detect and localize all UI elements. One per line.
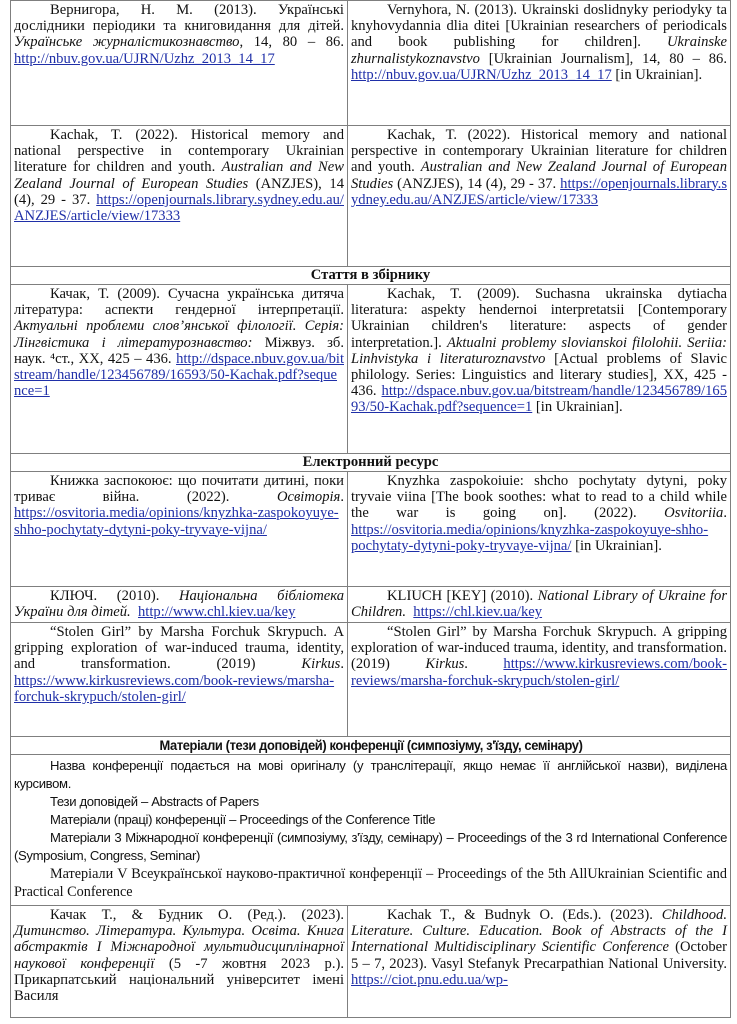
reference-text: Міжвуз. зб. наук. ⁴ст., XX, 425 – 436.: [14, 334, 344, 367]
reference-text: Kachak T., & Budnyk O. (Eds.). (2023).: [387, 907, 662, 923]
reference-text: Vernyhora, N. (2013). Ukrainski doslidnyky periodyky ta knyhovydannia dlia ditei [Ukrainian researchers of periodicals and book publishing for children].: [351, 2, 727, 51]
reference-link[interactable]: http://nbuv.gov.ua/UJRN/Uzhz_2013_14_17: [351, 66, 612, 83]
reference-text: (ANZJES), 14 (4), 29 - 37.: [14, 175, 344, 208]
reference-transliterated: [348, 285, 731, 454]
journal-title: Дитинство. Література. Культура. Освіта. Книга абстрактів І Міжнародної мультидисциплінарної наукової конференції: [14, 923, 344, 972]
section-header-row: [11, 267, 731, 285]
reference-transliterated: [348, 1, 731, 126]
reference-text: Вернигора, Н. М. (2013). Українські дослідники періодики та книговидання для дітей.: [14, 2, 344, 35]
conference-note: Матеріали V Всеукраїнської науково-практичної конференції – Proceedings of the 5th AllUkrainian Scientific and Practical Conference: [14, 866, 727, 900]
language-note: [in Ukrainian].: [532, 399, 623, 416]
section-header-row: [11, 737, 731, 755]
journal-title: Australian and New Zealand Journal of European Studies: [14, 159, 344, 192]
table-row: [11, 472, 731, 587]
reference-text: “Stolen Girl” by Marsha Forchuk Skrypuch. A gripping exploration of war-induced trauma, identity, and transformation. (2019): [14, 624, 344, 673]
reference-link[interactable]: https://www.kirkusreviews.com/book-reviews/marsha-forchuk-skrypuch/stolen-girl/: [14, 672, 335, 705]
reference-link[interactable]: http://dspace.nbuv.gov.ua/bitstream/handle/123456789/16593/50-Kachak.pdf?sequence=1: [351, 383, 727, 416]
conference-note: Тези доповідей – Abstracts of Papers: [50, 794, 259, 809]
reference-text: Kachak, T. (2022). Historical memory and national perspective in contemporary Ukrainian literature for children and youth.: [14, 127, 344, 176]
section-header-conference-materials: Матеріали (тези доповідей) конференції (симпозіуму, з'їзду, семінару): [29, 737, 713, 755]
journal-title: Australian and New Zealand Journal of European Studies: [351, 159, 728, 192]
conference-note: Матеріали 3 Міжнародної конференції (симпозіуму, з'їзду, семінару) – Proceedings of the 3 rd International Conference (Symposium, Congress, Seminar): [14, 830, 727, 863]
reference-link[interactable]: https://openjournals.library.sydney.edu.au/ANZJES/article/view/17333: [351, 175, 727, 208]
reference-text: Knyzhka zaspokoiuie: shcho pochytaty dytyni, poky tryvaie viina [The book soothes: what to read to a child while the war is going on]. (2022).: [351, 473, 727, 522]
reference-text: .: [723, 505, 727, 522]
journal-title: Освіторія: [276, 489, 341, 506]
reference-text: КЛЮЧ. (2010).: [50, 588, 179, 604]
table-row: [11, 623, 731, 737]
reference-original: [11, 472, 348, 587]
reference-transliterated: [348, 126, 731, 267]
reference-original: [11, 126, 348, 267]
reference-original: [11, 1, 348, 126]
reference-text: KLIUCH [KEY] (2010).: [387, 588, 538, 604]
reference-original: [11, 587, 348, 623]
reference-link[interactable]: https://openjournals.library.sydney.edu.au/ANZJES/article/view/17333: [14, 191, 344, 225]
journal-title: Актуальні проблеми слов’янської філології. Серія: Лінгвістика і літературознавство:: [14, 318, 344, 351]
journal-title: Ukrainske zhurnalistykoznavstvo: [351, 34, 727, 67]
table-row: [11, 587, 731, 623]
journal-title: Osvitoriia: [664, 505, 724, 522]
section-header-row: [11, 454, 731, 472]
reference-link[interactable]: https://chl.kiev.ua/key: [413, 604, 543, 621]
journal-title: Childhood. Literature. Culture. Education. Book of Abstracts of the I International Multidisciplinary Scientific Conference: [351, 907, 727, 956]
reference-table: [10, 0, 731, 1018]
reference-transliterated: [348, 472, 731, 587]
journal-title: Aktualni problemy slovianskoi filolohii. Seriia: Linhvistyka i literaturoznavstvo: [351, 334, 727, 367]
reference-text: .: [340, 656, 344, 673]
language-note: [in Ukrainian].: [611, 66, 703, 83]
reference-link[interactable]: https://www.kirkusreviews.com/book-reviews/marsha-forchuk-skrypuch/stolen-girl/: [351, 656, 728, 689]
conference-note: Назва конференції подається на мові оригіналу (у транслітерації, якщо немає її англійської назви), виділена курсивом.: [14, 758, 727, 791]
journal-title: Національна бібліотека України для дітей.: [14, 588, 344, 621]
reference-link[interactable]: http://nbuv.gov.ua/UJRN/Uzhz_2013_14_17: [14, 50, 275, 67]
reference-link[interactable]: http://www.chl.kiev.ua/key: [138, 604, 296, 621]
reference-original: [11, 623, 348, 737]
reference-text: Kachak, T. (2009). Suchasna ukrainska dytiacha literatura: aspekty hendernoi interpretatsii [Contemporary Ukrainian children's literature: aspects of gender interpretation.].: [351, 286, 727, 351]
reference-text: [Ukrainian Journalism], 14, 80 – 86.: [479, 50, 727, 67]
reference-text: [131, 604, 138, 620]
reference-text: Качак Т., & Будник О. (Ред.). (2023).: [50, 907, 344, 923]
reference-link[interactable]: https://osvitoria.media/opinions/knyzhka-zaspokoyuye-shho-pochytaty-dytyni-poky-tryvaye-vijna/: [14, 505, 339, 538]
section-header-electronic-resource: Електронний ресурс: [11, 454, 731, 472]
conference-notes: [11, 755, 731, 906]
reference-original: [11, 285, 348, 454]
reference-text: Kachak, T. (2022). Historical memory and national perspective in contemporary Ukrainian literature for children and youth.: [351, 127, 727, 176]
reference-text: (5 -7 жовтня 2023 р.). Прикарпатський національний університет імені Василя: [14, 955, 344, 1005]
reference-text: [Actual problems of Slavic philology. Series: Linguistics and literary studies], XX, 425 - 436.: [351, 350, 727, 400]
conference-note: Матеріали (праці) конференції – Proceedings of the Conference Title: [50, 812, 436, 827]
reference-text: , 14, 80 – 86.: [239, 34, 344, 51]
reference-text: .: [464, 656, 504, 673]
reference-link[interactable]: https://ciot.pnu.edu.ua/wp-: [351, 971, 508, 988]
reference-text: (ANZJES), 14 (4), 29 - 37.: [393, 175, 561, 192]
section-header-collection-article: Стаття в збірнику: [11, 267, 731, 285]
reference-text: “Stolen Girl” by Marsha Forchuk Skrypuch. A gripping exploration of war-induced trauma, identity, and transformation. (2019): [351, 624, 727, 673]
reference-transliterated: [348, 587, 731, 623]
reference-transliterated: [348, 906, 731, 1018]
reference-text: (October 5 – 7, 2023). Vasyl Stefanyk Precarpathian National University.: [351, 939, 728, 972]
reference-text: Книжка заспокоює: що почитати дитині, поки триває війна. (2022).: [14, 473, 344, 506]
reference-text: .: [340, 489, 344, 506]
reference-transliterated: [348, 623, 731, 737]
reference-link[interactable]: https://osvitoria.media/opinions/knyzhka-zaspokoyuye-shho-pochytaty-dytyni-poky-tryvaye-vijna/: [351, 521, 709, 554]
reference-link[interactable]: http://dspace.nbuv.gov.ua/bitstream/handle/123456789/16593/50-Kachak.pdf?sequence=1: [14, 350, 344, 400]
journal-title: Kirkus: [425, 656, 465, 673]
reference-table-page: [10, 0, 731, 1018]
journal-title: Українське журналістикознавство: [14, 34, 240, 51]
table-row: [11, 1, 731, 126]
language-note: [in Ukrainian].: [571, 537, 662, 554]
conference-notes-row: [11, 755, 731, 906]
table-row: [11, 126, 731, 267]
journal-title: Kirkus: [301, 656, 341, 673]
reference-original: [11, 906, 348, 1018]
journal-title: National Library of Ukraine for Children.: [351, 588, 728, 621]
table-row: [11, 906, 731, 1018]
reference-text: Качак, Т. (2009). Сучасна українська дитяча література: аспекти гендерної інтерпретації.: [14, 286, 344, 319]
table-row: [11, 285, 731, 454]
